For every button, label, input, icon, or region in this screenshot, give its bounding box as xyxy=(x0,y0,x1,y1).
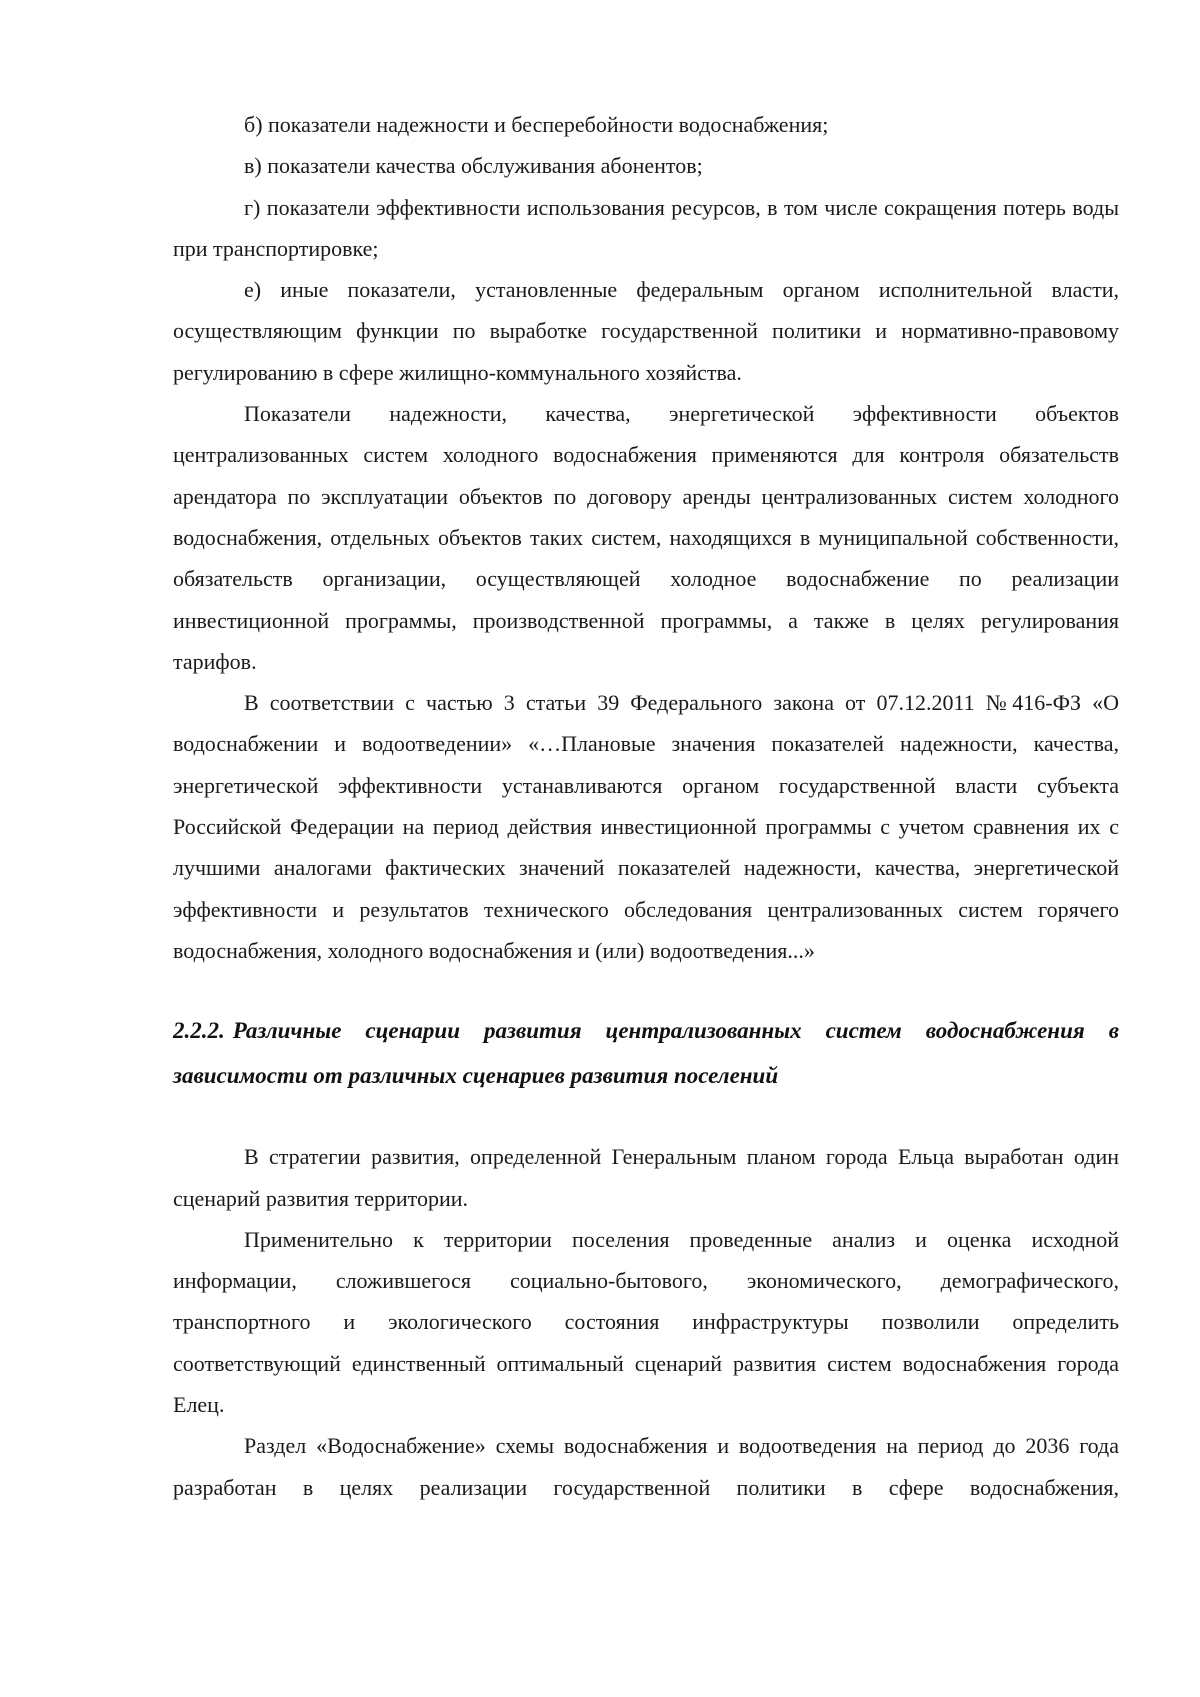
paragraph-development-strategy: В стратегии развития, определенной Генеральным планом города Ельца выработан один сценарий развития территории. xyxy=(173,1144,1119,1211)
section-title: Различные сценарии развития централизованных систем водоснабжения в зависимости от различных сценариев развития поселений xyxy=(173,1018,1119,1089)
paragraph-indicator-b: б) показатели надежности и бесперебойности водоснабжения; xyxy=(244,112,829,137)
paragraph-indicator-g: г) показатели эффективности использования ресурсов, в том числе сокращения потерь воды при транспортировке; xyxy=(173,194,1119,261)
paragraph-indicator-v: в) показатели качества обслуживания абонентов; xyxy=(244,153,703,179)
paragraph-federal-law-quote: В соответствии с частью 3 статьи 39 Федерального закона от 07.12.2011 №416-ФЗ «О водоснабжении и водоотведении» «…Плановые значения показателей надежности, качества, энергетической эффективности устанавливаются органом государственной власти субъекта Российской Федерации на период действия инвестиционной программы с учетом сравнения их с лучшими аналогами фактических значений показателей надежности, качества, энергетической эффективности и результатов технического обследования централизованных систем горячего водоснабжения, холодного водоснабжения и (или) водоотведения...» xyxy=(173,690,1119,963)
section-heading xyxy=(173,1008,1119,1098)
section-spacer xyxy=(173,1098,1119,1136)
document-page xyxy=(173,104,1119,1508)
paragraph-indicator-e: е) иные показатели, установленные федеральным органом исполнительной власти, осуществляющим функции по выработке государственной политики и нормативно-правовому регулированию в сфере жилищно-коммунального хозяйства. xyxy=(173,277,1119,385)
paragraph-water-supply-section: Раздел «Водоснабжение» схемы водоснабжения и водоотведения на период до 2036 года разработан в целях реализации государственной политики в сфере водоснабжения, xyxy=(173,1433,1119,1500)
paragraph-optimal-scenario: Применительно к территории поселения проведенные анализ и оценка исходной информации, сложившегося социально-бытового, экономического, демографического, транспортного и экологического состояния инфраструктуры позволили определить соответствующий единственный оптимальный сценарий развития систем водоснабжения города Елец. xyxy=(173,1226,1119,1418)
paragraph-indicators-usage: Показатели надежности, качества, энергетической эффективности объектов централизованных систем холодного водоснабжения применяются для контроля обязательств арендатора по эксплуатации объектов по договору аренды централизованных систем холодного водоснабжения, отдельных объектов таких систем, находящихся в муниципальной собственности, обязательств организации, осуществляющей холодное водоснабжение по реализации инвестиционной программы, производственной программы, а также в целях регулирования тарифов. xyxy=(173,401,1119,674)
section-number: 2.2.2. xyxy=(173,1018,225,1044)
